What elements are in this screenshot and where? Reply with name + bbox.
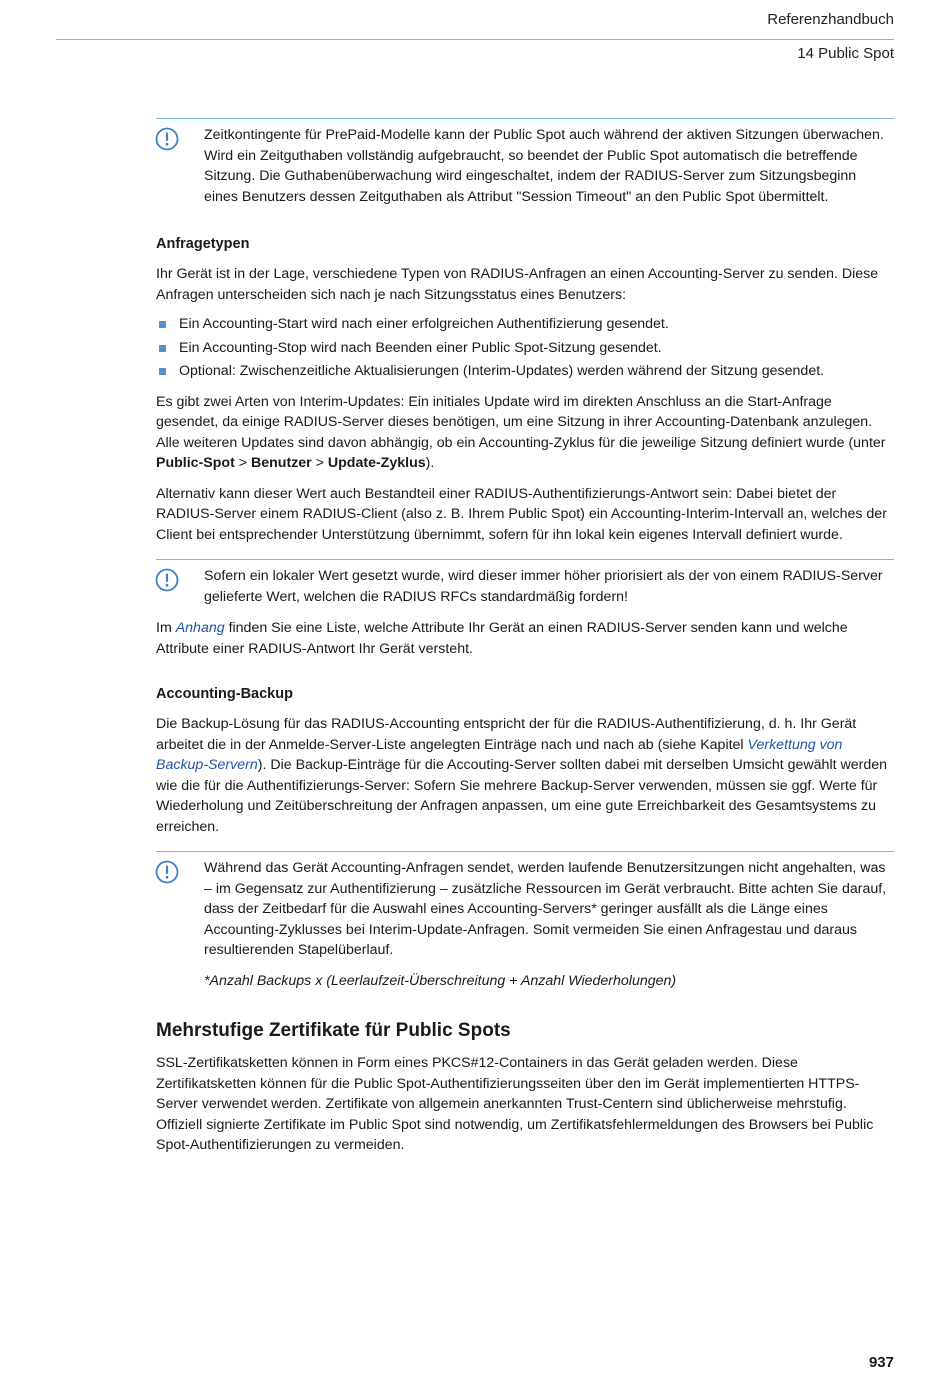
paragraph-anfragetypen-intro: Ihr Gerät ist in der Lage, verschiedene Typen von RADIUS-Anfragen an einen Accounting-Server zu senden. Diese Anfragen unterscheiden sich nach je nach Sitzungsstatus eines Benutzers: (156, 266, 879, 303)
page-content (156, 118, 894, 1156)
link-verkettung-backup-servern[interactable]: Verkettung von Backup-Servern (156, 736, 843, 773)
bullet-square-icon (159, 345, 166, 352)
paragraph-interim-intervall: Alternativ kann dieser Wert auch Bestandteil einer RADIUS-Authentifizierungs-Antwort sein: Dabei bietet der RADIUS-Server einem RADIUS-Client (also z. B. Ihrem Public Spot) ein Accounting-Interim-Intervall an, welches der Client bei entsprechender Unterstützung übernimmt, sofern für ihn lokal kein eigenes Intervall definiert wurde. (156, 485, 887, 543)
note-box-priority (156, 559, 894, 607)
exclamation-circle-icon (155, 127, 179, 151)
bullet-square-icon (159, 368, 166, 375)
note-formula: *Anzahl Backups x (Leerlaufzeit-Überschreitung + Anzahl Wiederholungen) (204, 972, 677, 989)
section-heading-zertifikate: Mehrstufige Zertifikate für Public Spots (156, 1020, 511, 1041)
paragraph-anhang: Im Anhang finden Sie eine Liste, welche Attribute Ihr Gerät an einen RADIUS-Server senden kann und welche Attribute einer RADIUS-Antwort Ihr Gerät versteht. (156, 620, 848, 657)
list-item: Ein Accounting-Start wird nach einer erfolgreichen Authentifizierung gesendet. (156, 313, 894, 337)
page-header (767, 10, 894, 62)
bullet-square-icon (159, 321, 166, 328)
page-number: 937 (868, 1354, 894, 1371)
section-heading-anfragetypen: Anfragetypen (156, 236, 250, 252)
header-rule (56, 39, 894, 40)
paragraph-zertifikate: SSL-Zertifikatsketten können in Form eines PKCS#12-Containers in das Gerät geladen werden. Diese Zertifikatsketten können für die Public Spot-Authentifizierungsseiten über den im Gerät implementierten HTTPS-Server verwendet werden. Zertifikate von allgemein anerkannten Trust-Centern sind üblicherweise mehrstufig. Offiziell signierte Zertifikate im Public Spot sind notwendig, um Zertifikatsfehlermeldungen des Browsers bei Public Spot-Authentifizierungen zu vermeiden. (156, 1055, 874, 1153)
exclamation-circle-icon (155, 860, 179, 884)
section-heading-accounting-backup: Accounting-Backup (156, 686, 293, 702)
note-text: Sofern ein lokaler Wert gesetzt wurde, wird dieser immer höher priorisiert als der von einem RADIUS-Server gelieferte Wert, welchen die RADIUS RFCs standardmäßig fordern! (204, 568, 883, 605)
menu-path-update-zyklus: Update-Zyklus (327, 455, 426, 471)
menu-path-benutzer: Benutzer (251, 455, 312, 471)
note-text: Zeitkontingente für PrePaid-Modelle kann der Public Spot auch während der aktiven Sitzungen überwachen. Wird ein Zeitguthaben vollständig aufgebraucht, so beendet der Public Spot automatisch die betreffende Sitzung. Die Guthabenüberwachung wird eingeschaltet, indem der RADIUS-Server zum Sitzungsbeginn eines Benutzers dessen Zeitguthaben als Attribut "Session Timeout" an den Public Spot übermittelt. (204, 127, 884, 205)
paragraph-accounting-backup: Die Backup-Lösung für das RADIUS-Accounting entspricht der für die RADIUS-Authentifizierung, d. h. Ihr Gerät arbeitet die in der Anmelde-Server-Liste angelegten Einträge nach und nach ab (siehe Kapitel Verkettung von Backup-Servern). Die Backup-Einträge für die Accouting-Server sollten dabei mit derselben Umsicht gewählt werden wie die für die Authentifizierungs-Server: Sofern Sie mehrere Backup-Server verwenden, müssen sie ggf. Werte für Wiederholung und Zeitüberschreitung der Anfragen anpassen, um eine gute Erreichbarkeit des Gesamtsystems zu erreichen. (156, 716, 888, 835)
note-box-prepaid (156, 118, 894, 207)
menu-path-public-spot: Public-Spot (156, 455, 235, 471)
list-item: Ein Accounting-Stop wird nach Beenden einer Public Spot-Sitzung gesendet. (156, 337, 894, 361)
bullet-list-requests (156, 313, 894, 384)
link-anhang[interactable]: Anhang (175, 620, 225, 636)
exclamation-circle-icon (155, 568, 179, 592)
note-text: Während das Gerät Accounting-Anfragen sendet, werden laufende Benutzersitzungen nicht angehalten, was – im Gegensatz zur Authentifizierung – zusätzliche Ressourcen im Gerät verbraucht. Bitte achten Sie darauf, dass der Zeitbedarf für die Auswahl eines Accounting-Servers* geringer ausfällt als die Länge eines Accounting-Zyklusses bei Interim-Update-Anfragen. Somit vermeiden Sie einen Anfragestau und daraus resultierenden Stapelüberlauf. (204, 860, 887, 958)
list-item: Optional: Zwischenzeitliche Aktualisierungen (Interim-Updates) werden während der Sitzung gesendet. (156, 360, 894, 384)
header-title: Referenzhandbuch (767, 11, 894, 28)
header-chapter: 14 Public Spot (797, 45, 894, 62)
note-box-ressourcen (156, 851, 894, 991)
paragraph-interim-updates: Es gibt zwei Arten von Interim-Updates: Ein initiales Update wird im direkten Anschluss an die Start-Anfrage gesendet, da einige RADIUS-Server dieses benötigen, um eine Sitzung in ihrer Accounting-Datenbank anzulegen. Alle weiteren Updates sind davon abhängig, ob ein Accounting-Zyklus für die jeweilige Sitzung definiert wurde (unter Public-Spot > Benutzer > Update-Zyklus). (156, 393, 886, 471)
